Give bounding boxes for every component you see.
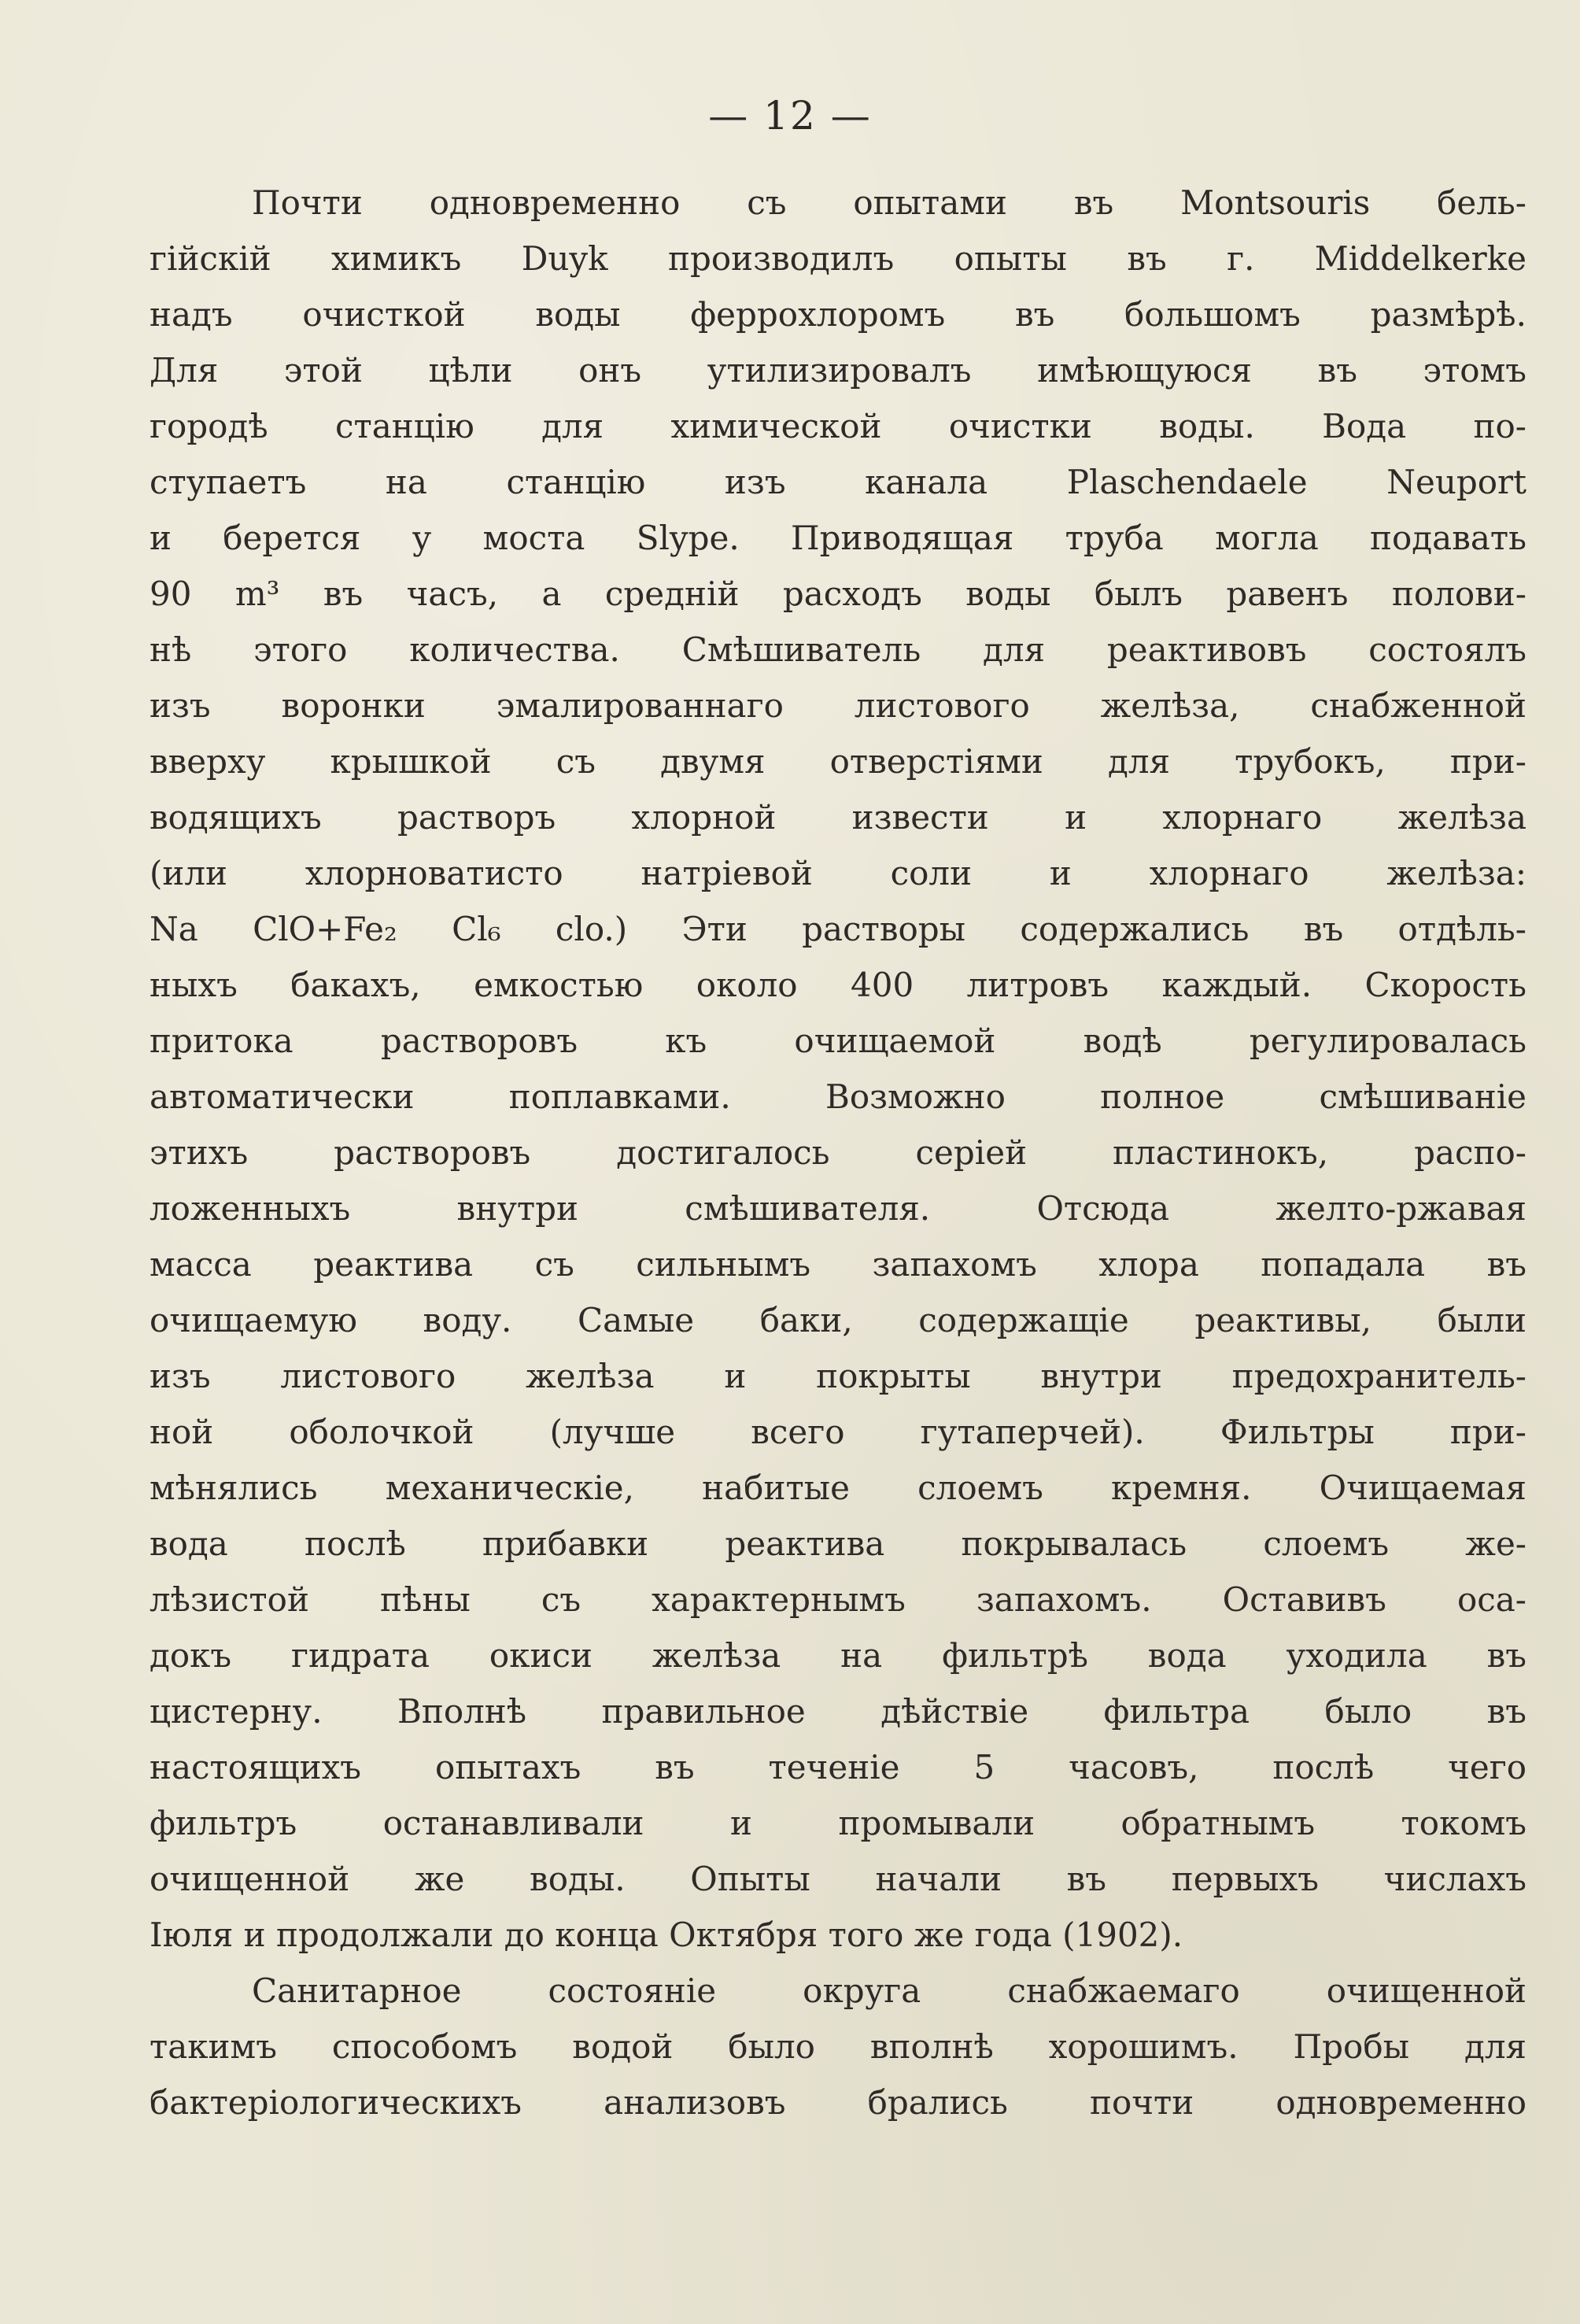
text-line: Санитарное состояніе округа снабжаемаго очищенной <box>252 1971 1526 2010</box>
paragraph-1 <box>150 175 1526 1963</box>
text-line: ной оболочкой (лучше всего гутаперчей). Фильтры при- <box>150 1413 1526 1451</box>
text-line: городѣ станцію для химической очистки воды. Вода по- <box>150 407 1526 445</box>
text-line: изъ листового желѣза и покрыты внутри предохранитель- <box>150 1357 1526 1395</box>
paragraph-2 <box>150 1963 1526 2130</box>
text-line: этихъ растворовъ достигалось серіей пластинокъ, распо- <box>150 1133 1526 1172</box>
text-line: очищенной же воды. Опыты начали въ первыхъ числахъ <box>150 1860 1526 1898</box>
text-line: такимъ способомъ водой было вполнѣ хорошимъ. Пробы для <box>150 2027 1526 2066</box>
text-line: нѣ этого количества. Смѣшиватель для реактивовъ состоялъ <box>150 630 1526 669</box>
text-line: ныхъ бакахъ, емкостью около 400 литровъ каждый. Скорость <box>150 966 1526 1004</box>
text-line: лѣзистой пѣны съ характернымъ запахомъ. Оставивъ оса- <box>150 1580 1526 1619</box>
text-line: ступаетъ на станцію изъ канала Plaschendaele Neuport <box>150 463 1526 501</box>
text-line: изъ воронки эмалированнаго листового желѣза, снабженной <box>150 686 1526 725</box>
text-line: притока растворовъ къ очищаемой водѣ регулировалась <box>150 1022 1526 1060</box>
text-line: мѣнялись механическіе, набитые слоемъ кремня. Очищаемая <box>150 1469 1526 1507</box>
text-line: надъ очисткой воды феррохлоромъ въ большомъ размѣрѣ. <box>150 295 1526 334</box>
text-line: и берется у моста Slype. Приводящая труба могла подавать <box>150 519 1526 557</box>
page-number: — 12 — <box>708 93 872 139</box>
text-line: очищаемую воду. Самые баки, содержащіе реактивы, были <box>150 1301 1526 1339</box>
text-line: Почти одновременно съ опытами въ Montsouris бель- <box>252 183 1526 222</box>
text-line: докъ гидрата окиси желѣза на фильтрѣ вода уходила въ <box>150 1636 1526 1675</box>
text-line: настоящихъ опытахъ въ теченіе 5 часовъ, послѣ чего <box>150 1748 1526 1786</box>
text-line: гійскій химикъ Duyk производилъ опыты въ г. Middelkerke <box>150 239 1526 278</box>
text-line: Na ClO+Fe₂ Cl₆ clo.) Эти растворы содержались въ отдѣль- <box>150 910 1526 948</box>
text-line: Для этой цѣли онъ утилизировалъ имѣющуюся въ этомъ <box>150 351 1526 390</box>
text-line: масса реактива съ сильнымъ запахомъ хлора попадала въ <box>150 1245 1526 1284</box>
text-line: бактеріологическихъ анализовъ брались почти одновременно <box>150 2083 1526 2122</box>
body-text <box>150 175 1526 2130</box>
text-line: фильтръ останавливали и промывали обратнымъ токомъ <box>150 1804 1526 1842</box>
text-line: вода послѣ прибавки реактива покрывалась слоемъ же- <box>150 1524 1526 1563</box>
text-line: водящихъ растворъ хлорной извести и хлорнаго желѣза <box>150 798 1526 837</box>
text-line: (или хлорноватисто натріевой соли и хлорнаго желѣза: <box>150 854 1526 892</box>
text-line: цистерну. Вполнѣ правильное дѣйствіе фильтра было въ <box>150 1692 1526 1731</box>
text-line: автоматически поплавками. Возможно полное смѣшиваніе <box>150 1077 1526 1116</box>
text-line: Іюля и продолжали до конца Октября того же года (1902). <box>150 1916 1183 1954</box>
text-line: 90 m³ въ часъ, а средній расходъ воды былъ равенъ полови- <box>150 575 1526 613</box>
text-line: вверху крышкой съ двумя отверстіями для трубокъ, при- <box>150 742 1526 781</box>
text-line: ложенныхъ внутри смѣшивателя. Отсюда желто-ржавая <box>150 1189 1526 1228</box>
